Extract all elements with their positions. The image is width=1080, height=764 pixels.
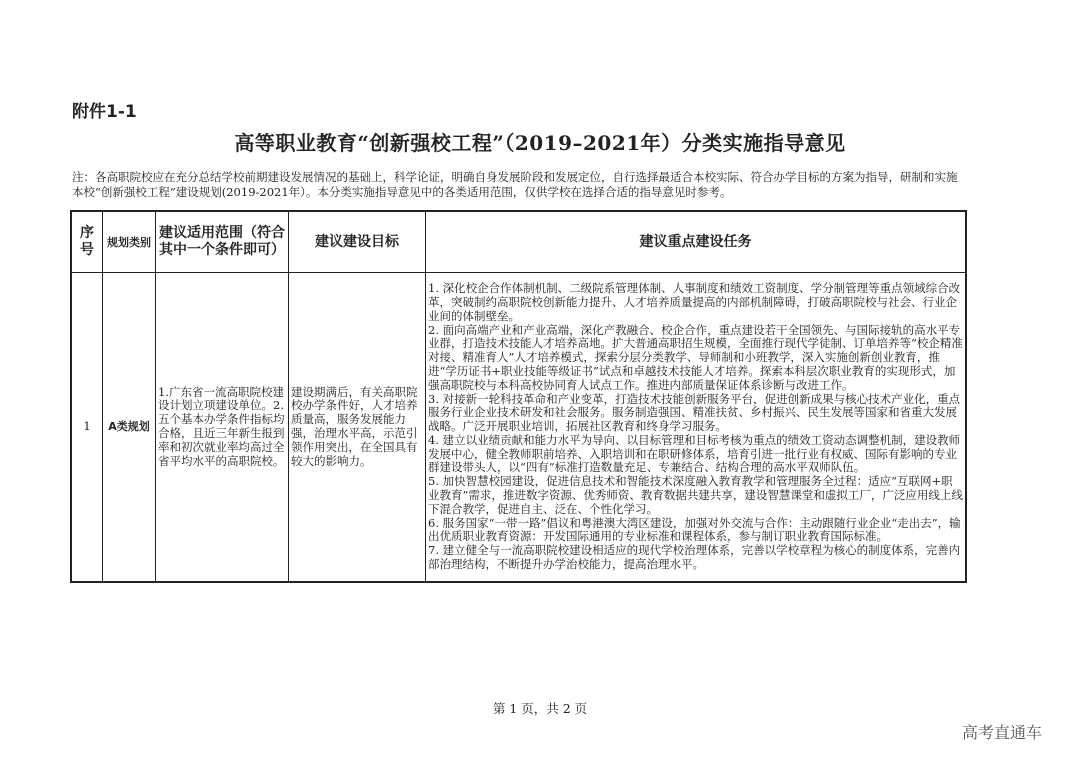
annex-label: 附件1-1: [72, 102, 137, 122]
header-no: 序号: [71, 211, 103, 273]
task-item: 1. 深化校企合作体制机制、二级院系管理体制、人事制度和绩效工资制度、学分制管理等重点领域综合改革，突破制约高职院校创新能力提升、人才培养质量提高的内部机制障碍，打破高职院校与社会、行业企业间的体制壁垒。: [428, 281, 961, 323]
cell-no: 1: [71, 273, 103, 583]
watermark: 高考直通车: [962, 723, 1043, 742]
task-item: 2. 面向高端产业和产业高端，深化产教融合、校企合作，重点建设若干全国领先、与国际接轨的高水平专业群，打造技术技能人才培养高地。扩大普通高职招生规模，全面推行现代学徒制、订单培养等“校企精准对接、精准育人”人才培养模式，探索分层分类教学、导师制和小班教学，深入实施创新创业教育，推进“学历证书+职业技能等级证书”试点和卓越技术技能人才培养。探索本科层次职业教育的实现形式，加强高职院校与本科高校协同育人试点工作。推进内部质量保证体系诊断与改进工作。: [428, 322, 963, 392]
page-number: 第 1 页，共 2 页: [492, 701, 588, 716]
header-goal: 建议建设目标: [289, 211, 426, 273]
task-item: 6. 服务国家“一带一路”倡议和粤港澳大湾区建设，加强对外交流与合作：主动跟随行业企业“走出去”，输出优质职业教育资源：开发国际通用的专业标准和课程体系，参与制订职业教育国际标准。: [428, 515, 961, 544]
cell-goal: 建设期满后，有关高职院校办学条件好，人才培养质量高，服务发展能力强，治理水平高，示范引领作用突出，在全国具有较大的影响力。: [289, 273, 426, 583]
cell-scope: 1.广东省一流高职院校建设计划立项建设单位。2.五个基本办学条件指标均合格，且近三年新生报到率和初次就业率均高过全省平均水平的高职院校。: [156, 273, 289, 583]
header-type: 规划类别: [103, 211, 156, 273]
cell-tasks: [426, 273, 967, 583]
task-item: 3. 对接新一轮科技革命和产业变革，打造技术技能创新服务平台，促进创新成果与核心技术产业化，重点服务行业企业技术研发和社会服务。服务制造强国、精准扶贫、乡村振兴、民生发展等国家和省重大发展战略。广泛开展职业培训，拓展社区教育和终身学习服务。: [428, 391, 961, 434]
document-title: 高等职业教育“创新强校工程”（2019–2021年）分类实施指导意见: [234, 131, 846, 155]
task-item: 4. 建立以业绩贡献和能力水平为导向、以目标管理和目标考核为重点的绩效工资动态调整机制，建设教师发展中心，健全教师职前培养、入职培训和在职研修体系，培育引进一批行业有权威、国际有影响的专业群建设带头人，以“四有”标准打造数量充足、专兼结合、结构合理的高水平双师队伍。: [428, 432, 961, 475]
header-scope: 建议适用范围（符合其中一个条件即可）: [156, 211, 289, 273]
task-item: 5. 加快智慧校园建设，促进信息技术和智能技术深度融入教育教学和管理服务全过程：适应“互联网+职业教育”需求，推进数字资源、优秀师资、教育数据共建共享，建设智慧课堂和虚拟工厂，广泛应用线上线下混合教学，促进自主、泛在、个性化学习。: [428, 474, 963, 516]
note-paragraph: 注：各高职院校应在充分总结学校前期建设发展情况的基础上，科学论证，明确自身发展阶段和发展定位，自行选择最适合本校实际、符合办学目标的方案为指导，研制和实施本校“创新强校工程”建设规划(2019-2021年）。本分类实施指导意见中的各类适用范围，仅供学校在选择合适的指导意见时参考。: [72, 170, 958, 199]
cell-type: A类规划: [103, 273, 156, 583]
table-row: [71, 273, 966, 583]
table-header-row: [71, 211, 966, 273]
guidance-table: [70, 210, 967, 583]
header-tasks: 建议重点建设任务: [426, 211, 967, 273]
task-item: 7. 建立健全与一流高职院校建设相适应的现代学校治理体系，完善以学校章程为核心的制度体系，完善内部治理结构，不断提升办学治校能力，提高治理水平。: [428, 543, 961, 572]
